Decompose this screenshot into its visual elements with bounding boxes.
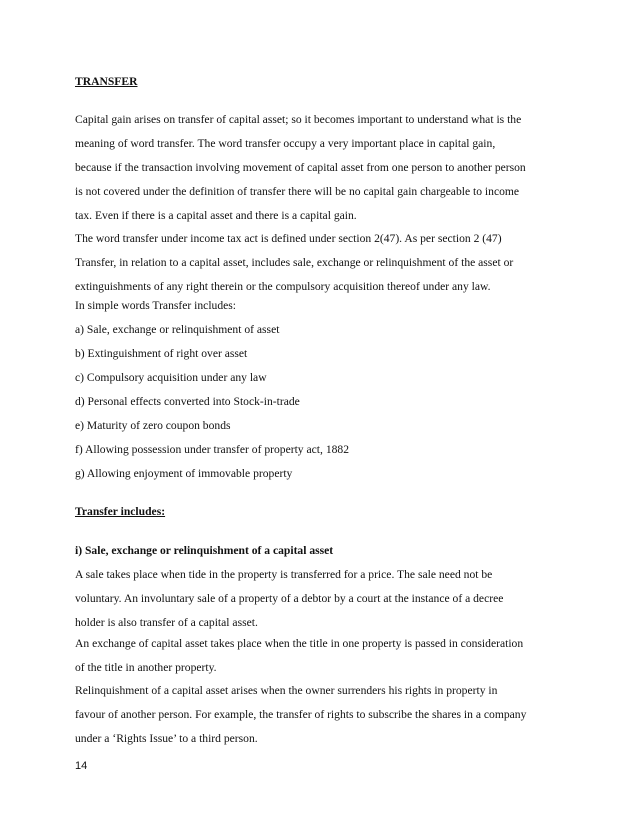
list-item: c) Compulsory acquisition under any law	[75, 371, 267, 384]
list-item: d) Personal effects converted into Stock-in-trade	[75, 395, 300, 408]
paragraph-line: A sale takes place when tide in the property is transferred for a price. The sale need not be	[75, 568, 493, 581]
paragraph-line: favour of another person. For example, the transfer of rights to subscribe the shares in a company	[75, 708, 527, 721]
paragraph-line: because if the transaction involving movement of capital asset from one person to another person	[75, 161, 526, 174]
list-item: e) Maturity of zero coupon bonds	[75, 419, 231, 432]
section-heading-transfer-includes: Transfer includes:	[75, 505, 166, 518]
paragraph-line: of the title in another property.	[75, 661, 217, 674]
paragraph-line: meaning of word transfer. The word transfer occupy a very important place in capital gain,	[75, 137, 496, 150]
list-item: f) Allowing possession under transfer of property act, 1882	[75, 443, 350, 456]
page-number: 14	[75, 760, 88, 772]
paragraph-line: An exchange of capital asset takes place when the title in one property is passed in consideration	[75, 637, 524, 650]
subheading: i) Sale, exchange or relinquishment of a capital asset	[75, 544, 334, 557]
paragraph-line: Transfer, in relation to a capital asset, includes sale, exchange or relinquishment of the asset or	[75, 256, 514, 269]
list-item: g) Allowing enjoyment of immovable property	[75, 467, 293, 480]
paragraph-line: voluntary. An involuntary sale of a property of a debtor by a court at the instance of a decree	[75, 592, 504, 605]
paragraph-line: under a ‘Rights Issue’ to a third person.	[75, 732, 258, 745]
paragraph-line: tax. Even if there is a capital asset and there is a capital gain.	[75, 209, 357, 222]
list-item: a) Sale, exchange or relinquishment of asset	[75, 323, 280, 336]
paragraph-line: is not covered under the definition of transfer there will be no capital gain chargeable to income	[75, 185, 520, 198]
paragraph-line: The word transfer under income tax act is defined under section 2(47). As per section 2 (47)	[75, 232, 502, 245]
paragraph-line: Capital gain arises on transfer of capital asset; so it becomes important to understand what is the	[75, 113, 522, 126]
section-heading-transfer: TRANSFER	[75, 75, 138, 88]
paragraph-line: extinguishments of any right therein or the compulsory acquisition thereof under any law.	[75, 280, 491, 293]
paragraph-line: Relinquishment of a capital asset arises when the owner surrenders his rights in property in	[75, 684, 498, 697]
list-intro: In simple words Transfer includes:	[75, 299, 237, 312]
list-item: b) Extinguishment of right over asset	[75, 347, 248, 360]
paragraph-line: holder is also transfer of a capital asset.	[75, 616, 258, 629]
